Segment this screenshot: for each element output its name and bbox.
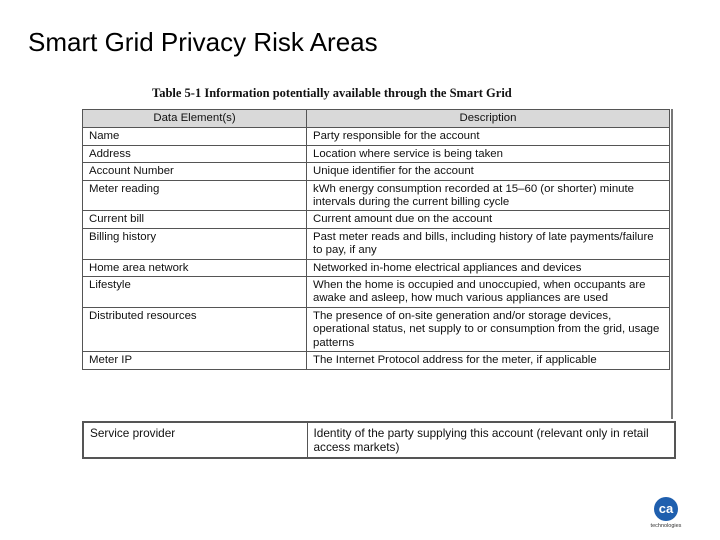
row-element: Current bill [83,211,307,228]
table-row [83,352,670,369]
ca-technologies-logo [646,497,686,533]
ca-logo-tagline: technologies [650,523,682,529]
table-row [83,228,670,259]
table-row [83,422,675,458]
row-description: Unique identifier for the account [307,163,670,180]
row-description: When the home is occupied and unoccupied, when occupants are awake and asleep, how much various appliances are used [307,277,670,308]
row-element: Name [83,128,307,145]
row-description: Location where service is being taken [307,145,670,162]
table-right-border [671,109,673,419]
row-element: Distributed resources [83,307,307,351]
row-description: Networked in-home electrical appliances and devices [307,259,670,276]
row-element: Lifestyle [83,277,307,308]
table-row [83,277,670,308]
row-description: The presence of on-site generation and/or storage devices, operational status, net supply to or consumption from the grid, usage patterns [307,307,670,351]
row-description: The Internet Protocol address for the meter, if applicable [307,352,670,369]
header-description: Description [307,110,670,128]
table-row [83,211,670,228]
row-description: Past meter reads and bills, including history of late payments/failure to pay, if any [307,228,670,259]
table-row [83,180,670,211]
table-row [83,307,670,351]
table-row [83,145,670,162]
row-description: Identity of the party supplying this account (relevant only in retail access markets) [307,422,675,458]
table-row [83,163,670,180]
row-element: Account Number [83,163,307,180]
table-header-row [83,110,670,128]
table-row [83,259,670,276]
ca-logo-mark: ca [654,497,678,521]
row-description: Current amount due on the account [307,211,670,228]
row-element: Service provider [83,422,307,458]
row-element: Meter IP [83,352,307,369]
row-element: Billing history [83,228,307,259]
table-caption: Table 5-1 Information potentially available through the Smart Grid [152,86,512,100]
header-data-element: Data Element(s) [83,110,307,128]
row-element: Address [83,145,307,162]
service-provider-table [82,421,676,459]
table-row [83,128,670,145]
row-element: Meter reading [83,180,307,211]
slide-title: Smart Grid Privacy Risk Areas [28,27,378,57]
row-description: kWh energy consumption recorded at 15–60 (or shorter) minute intervals during the current billing cycle [307,180,670,211]
row-element: Home area network [83,259,307,276]
smart-grid-data-table [82,109,670,370]
row-description: Party responsible for the account [307,128,670,145]
